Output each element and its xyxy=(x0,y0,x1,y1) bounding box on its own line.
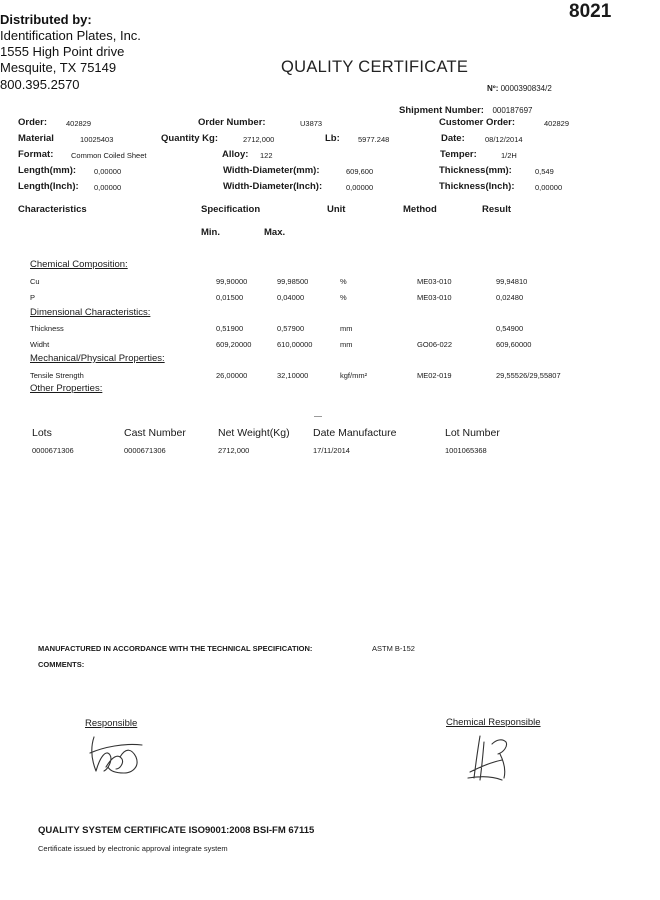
width-mm-value: 609,600 xyxy=(346,167,374,176)
row-name: Thickness xyxy=(30,324,64,333)
format-value: Common Coiled Sheet xyxy=(71,151,147,160)
shipment-number-label: Shipment Number: xyxy=(399,105,484,116)
thickness-mm-label: Thickness(mm): xyxy=(439,165,512,176)
material-label: Material xyxy=(18,133,54,144)
length-mm-value: 0,00000 xyxy=(94,167,122,176)
row-method: ME03-010 xyxy=(417,293,452,302)
company-name: Identification Plates, Inc. xyxy=(0,28,141,43)
date-manufacture-value: 17/11/2014 xyxy=(313,446,350,455)
section-mechanical-properties: Mechanical/Physical Properties: xyxy=(30,353,165,364)
lots-col-date-manufacture: Date Manufacture xyxy=(313,427,397,439)
col-method: Method xyxy=(403,204,437,215)
row-name: Tensile Strength xyxy=(30,371,84,380)
section-other-properties: Other Properties: xyxy=(30,383,103,394)
certificate-number xyxy=(487,84,552,93)
col-characteristics: Characteristics xyxy=(18,204,87,215)
lb-value: 5977.248 xyxy=(358,135,390,144)
col-min: Min. xyxy=(201,227,220,238)
row-name: Cu xyxy=(30,277,40,286)
company-city: Mesquite, TX 75149 xyxy=(0,60,117,75)
lb-label: Lb: xyxy=(325,133,340,144)
lots-col-net-weight: Net Weight(Kg) xyxy=(218,427,290,439)
row-method: ME03-010 xyxy=(417,277,452,286)
row-result: 0,02480 xyxy=(496,293,524,302)
thickness-inch-label: Thickness(Inch): xyxy=(439,181,515,192)
page-title: QUALITY CERTIFICATE xyxy=(281,58,469,76)
row-result: 29,55526/29,55807 xyxy=(496,371,561,380)
row-min: 26,00000 xyxy=(216,371,248,380)
row-max: 610,00000 xyxy=(277,340,313,349)
row-min: 609,20000 xyxy=(216,340,252,349)
row-max: 99,98500 xyxy=(277,277,309,286)
cast-number-value: 0000671306 xyxy=(124,446,166,455)
row-method: ME02-019 xyxy=(417,371,452,380)
alloy-value: 122 xyxy=(260,151,273,160)
row-result: 609,60000 xyxy=(496,340,532,349)
quantity-label: Quantity Kg: xyxy=(161,133,218,144)
temper-label: Temper: xyxy=(440,149,477,160)
shipment-number-value: 000187697 xyxy=(492,106,533,115)
certificate-number-value: 0000390834/2 xyxy=(500,84,552,93)
company-phone: 800.395.2570 xyxy=(0,77,80,92)
divider-mark xyxy=(314,416,322,417)
quality-system-certificate: QUALITY SYSTEM CERTIFICATE ISO9001:2008 BSI-FM 67115 xyxy=(38,825,315,836)
row-min: 99,90000 xyxy=(216,277,248,286)
issued-by-note: Certificate issued by electronic approval integrate system xyxy=(38,844,228,853)
thickness-inch-value: 0,00000 xyxy=(535,183,563,192)
thickness-mm-value: 0,549 xyxy=(535,167,554,176)
width-mm-label: Width-Diameter(mm): xyxy=(223,165,320,176)
col-unit: Unit xyxy=(327,204,346,215)
certificate-number-label: Nº: xyxy=(487,84,499,93)
row-unit: kgf/mm² xyxy=(340,371,368,380)
length-mm-label: Length(mm): xyxy=(18,165,77,176)
order-number-value: U3873 xyxy=(300,119,323,128)
order-value: 402829 xyxy=(66,119,92,128)
lots-col-lot-number: Lot Number xyxy=(445,427,500,439)
customer-order-value: 402829 xyxy=(544,119,570,128)
date-label: Date: xyxy=(441,133,465,144)
company-street: 1555 High Point drive xyxy=(0,44,125,59)
distributed-by-label: Distributed by: xyxy=(0,12,92,27)
row-max: 32,10000 xyxy=(277,371,309,380)
row-result: 99,94810 xyxy=(496,277,528,286)
row-name: Widht xyxy=(30,340,50,349)
col-max: Max. xyxy=(264,227,286,238)
chemical-responsible-signature xyxy=(462,732,522,784)
customer-order-label: Customer Order: xyxy=(439,117,516,128)
row-method: GO06-022 xyxy=(417,340,453,349)
temper-value: 1/2H xyxy=(501,151,517,160)
lots-col-lots: Lots xyxy=(32,427,52,439)
lots-value: 0000671306 xyxy=(32,446,74,455)
alloy-label: Alloy: xyxy=(222,149,249,160)
width-inch-value: 0,00000 xyxy=(346,183,374,192)
order-number-label: Order Number: xyxy=(198,117,266,128)
row-max: 0,57900 xyxy=(277,324,305,333)
row-unit: % xyxy=(340,293,347,302)
format-label: Format: xyxy=(18,149,54,160)
shipment-number xyxy=(399,100,532,118)
date-value: 08/12/2014 xyxy=(485,135,523,144)
section-dimensional-characteristics: Dimensional Characteristics: xyxy=(30,307,151,318)
manufactured-spec-value: ASTM B-152 xyxy=(372,644,415,653)
col-result: Result xyxy=(482,204,512,215)
row-unit: mm xyxy=(340,340,353,349)
chemical-responsible-label: Chemical Responsible xyxy=(446,717,541,728)
row-min: 0,51900 xyxy=(216,324,244,333)
lots-col-cast-number: Cast Number xyxy=(124,427,186,439)
length-inch-value: 0,00000 xyxy=(94,183,122,192)
responsible-label: Responsible xyxy=(85,718,138,729)
manufactured-spec-label: MANUFACTURED IN ACCORDANCE WITH THE TECHNICAL SPECIFICATION: xyxy=(38,644,313,653)
document-number: 8021 xyxy=(569,1,612,22)
row-unit: % xyxy=(340,277,347,286)
col-specification: Specification xyxy=(201,204,261,215)
section-chemical-composition: Chemical Composition: xyxy=(30,259,128,270)
length-inch-label: Length(Inch): xyxy=(18,181,79,192)
row-unit: mm xyxy=(340,324,353,333)
material-value: 10025403 xyxy=(80,135,114,144)
row-result: 0,54900 xyxy=(496,324,524,333)
quantity-value: 2712,000 xyxy=(243,135,275,144)
row-max: 0,04000 xyxy=(277,293,305,302)
row-min: 0,01500 xyxy=(216,293,244,302)
row-name: P xyxy=(30,293,36,302)
net-weight-value: 2712,000 xyxy=(218,446,250,455)
width-inch-label: Width-Diameter(Inch): xyxy=(223,181,323,192)
order-label: Order: xyxy=(18,117,48,128)
comments-label: COMMENTS: xyxy=(38,660,85,669)
lot-number-value: 1001065368 xyxy=(445,446,487,455)
responsible-signature xyxy=(80,727,152,779)
